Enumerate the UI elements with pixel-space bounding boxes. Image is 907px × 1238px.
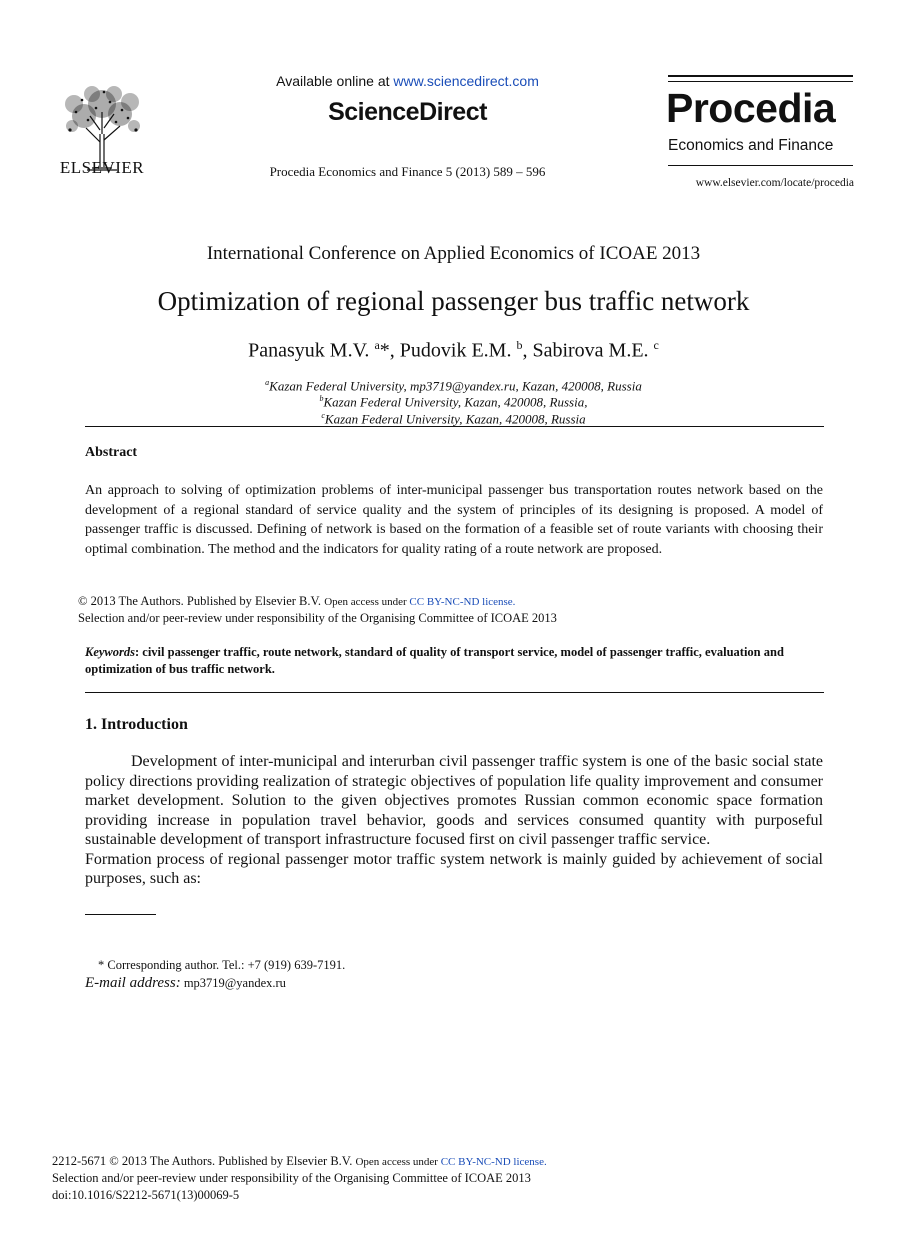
affiliation-text: Kazan Federal University, mp3719@yandex.ru, Kazan, 420008, Russia [269,378,642,394]
copyright-line [78,594,515,609]
email-label: E-mail address: [85,975,181,991]
author-list [0,338,907,363]
elsevier-wordmark: ELSEVIER [59,158,145,177]
keywords-label: Keywords [85,645,135,659]
corresponding-author-note: * Corresponding author. Tel.: +7 (919) 639-7191. [98,958,346,972]
journal-citation: Procedia Economics and Finance 5 (2013) 589 – 596 [269,164,546,179]
email-address: mp3719@yandex.ru [180,976,286,990]
affiliation-mark: a [265,378,270,387]
affiliation-text: Kazan Federal University, Kazan, 420008, Russia, [323,394,588,410]
footnote-rule [85,914,156,915]
affiliation-mark: c [653,338,659,352]
abstract-text: An approach to solving of optimization problems of inter-municipal passenger bus transportation routes network based on the development of a regional standard of service quality and the system of principles of its designing is proposed. A model of passenger traffic is discussed. Defining of network is based on the formation of a feasible set of route variants with choosing their optimal combination. The method and the indicators for quality rating of a route network are proposed. [85,483,823,557]
footer-peer-review: Selection and/or peer-review under responsibility of the Organising Committee of ICOAE 2013 [52,1171,531,1185]
paper-title: Optimization of regional passenger bus traffic network [157,286,750,316]
footer-open-access-label: Open access under [355,1156,441,1168]
affiliation-mark: c [321,411,325,420]
author-separator: *, [379,339,400,362]
procedia-divider [668,165,853,166]
sciencedirect-link[interactable]: www.sciencedirect.com [393,73,539,89]
procedia-subtitle: Economics and Finance [668,137,834,154]
copyright-text: © 2013 The Authors. Published by Elsevier B.V. [78,594,325,608]
available-online-line [200,73,615,89]
affiliation-text: Kazan Federal University, Kazan, 420008, Russia [324,411,586,427]
procedia-journal-link[interactable]: www.elsevier.com/locate/procedia [695,177,854,189]
available-online-label: Available online at [276,73,394,89]
abstract-heading: Abstract [85,445,138,460]
conference-name: International Conference on Applied Economics of ICOAE 2013 [206,243,701,264]
procedia-top-rule-thin [668,81,853,82]
open-access-label: Open access under [324,596,410,608]
procedia-top-rule [668,75,853,77]
section-heading-introduction: 1. Introduction [85,716,188,733]
abstract-top-rule [85,426,824,427]
sciencedirect-wordmark: ScienceDirect [328,98,487,126]
introduction-body [85,752,823,889]
introduction-paragraph: Development of inter-municipal and interurban civil passenger traffic system is one of the basic social state policy directions providing realization of strategic objectives of population life quality improvement and consumer market development. Solution to the given objectives promotes Russian common economic space formation providing increase in population travel behavior, goods and services consumed quantity with purposeful sustainable development of transport infrastructure focused first on civil passenger traffic service. [85,753,823,848]
author-name: Pudovik E.M. [399,339,517,362]
affiliation-mark: b [319,394,324,403]
footer-issn-text: 2212-5671 © 2013 The Authors. Published by Elsevier B.V. [52,1154,356,1168]
affiliation-b [0,394,907,410]
affiliation-c [0,411,907,427]
peer-review-statement: Selection and/or peer-review under responsibility of the Organising Committee of ICOAE 2013 [78,611,557,625]
license-link[interactable]: CC BY-NC-ND license. [409,596,516,608]
keywords-text: : civil passenger traffic, route network, standard of quality of transport service, model of passenger traffic, evaluation and optimization of bus traffic network. [85,645,784,676]
author-name: Panasyuk M.V. [248,339,375,362]
introduction-paragraph: Formation process of regional passenger motor traffic system network is mainly guided by achievement of social purposes, such as: [85,850,823,887]
procedia-wordmark: Procedia [666,85,836,131]
affiliation-a [0,378,907,394]
author-separator: , [522,339,533,362]
affiliation-mark: b [516,338,523,352]
footer-copyright [52,1154,547,1169]
footer-doi: doi:10.1016/S2212-5671(13)00069-5 [52,1188,240,1202]
keywords-block [85,644,815,678]
affiliation-mark: a [374,338,380,352]
author-name: Sabirova M.E. [532,339,654,362]
corresponding-email-note [85,975,286,992]
footer-license-link[interactable]: CC BY-NC-ND license. [440,1156,547,1168]
abstract-bottom-rule [85,692,824,693]
